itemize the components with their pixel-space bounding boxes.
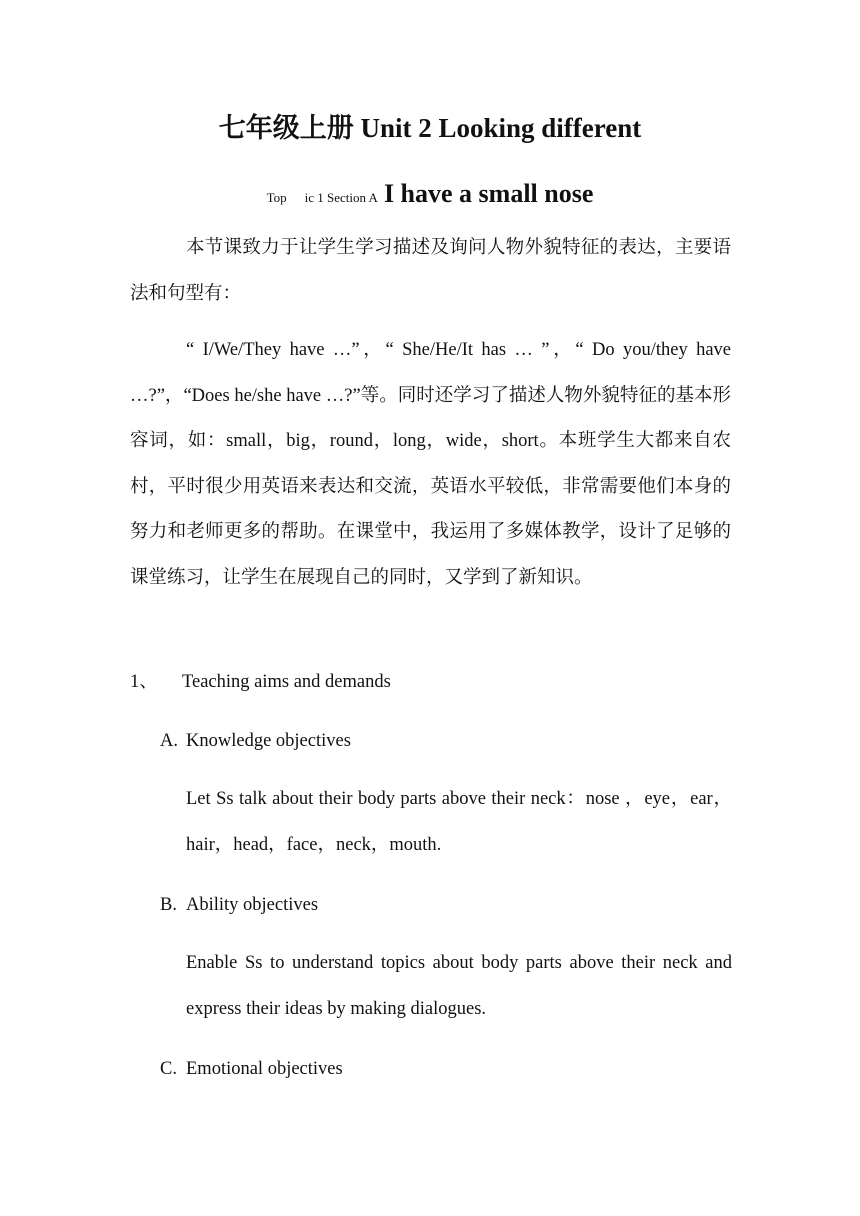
subsection-title: Emotional objectives <box>186 1059 343 1079</box>
subsection-heading-b <box>160 890 318 920</box>
section-title: Teaching aims and demands <box>182 672 391 692</box>
subtitle-prefix-part-2: ic 1 Section A <box>304 190 378 205</box>
subtitle-prefix-part-1: Top <box>266 190 287 205</box>
section-number: 1、 <box>130 672 158 692</box>
subsection-text-a: Let Ss talk about their body parts above their neck：nose ，eye，ear，hair，head，face，neck，mouth. <box>186 789 732 855</box>
subsection-title: Knowledge objectives <box>186 731 351 751</box>
grammar-paragraph: “ I/We/They have …”，“ She/He/It has … ”，“ Do you/they have …?”，“Does he/she have …?”等。同时还学习了描述人物外貌特征的基本形容词，如：small，big，round，long，wide，short。本班学生大都来自农村，平时很少用英语来表达和交流，英语水平较低，非常需要他们本身的努力和老师更多的帮助。在课堂中，我运用了多媒体教学，设计了足够的课堂练习，让学生在展现自己的同时，又学到了新知识。 <box>130 340 731 588</box>
subsection-letter: C. <box>160 1059 177 1079</box>
document-title: 七年级上册 Unit 2 Looking different <box>218 113 642 143</box>
subsection-letter: A. <box>160 731 178 751</box>
intro-paragraph: 本节课致力于让学生学习描述及询问人物外貌特征的表达，主要语法和句型有： <box>130 238 731 304</box>
subsection-title: Ability objectives <box>186 895 319 915</box>
lesson-subtitle <box>0 176 860 216</box>
subsection-text-b: Enable Ss to understand topics about body parts above their neck and express their ideas by making dialogues. <box>186 953 732 1019</box>
subtitle-main: I have a small nose <box>383 179 594 208</box>
subsection-letter: B. <box>160 895 177 915</box>
subsection-heading-a <box>160 726 351 756</box>
section-heading <box>130 667 391 697</box>
subsection-heading-c <box>160 1054 343 1084</box>
